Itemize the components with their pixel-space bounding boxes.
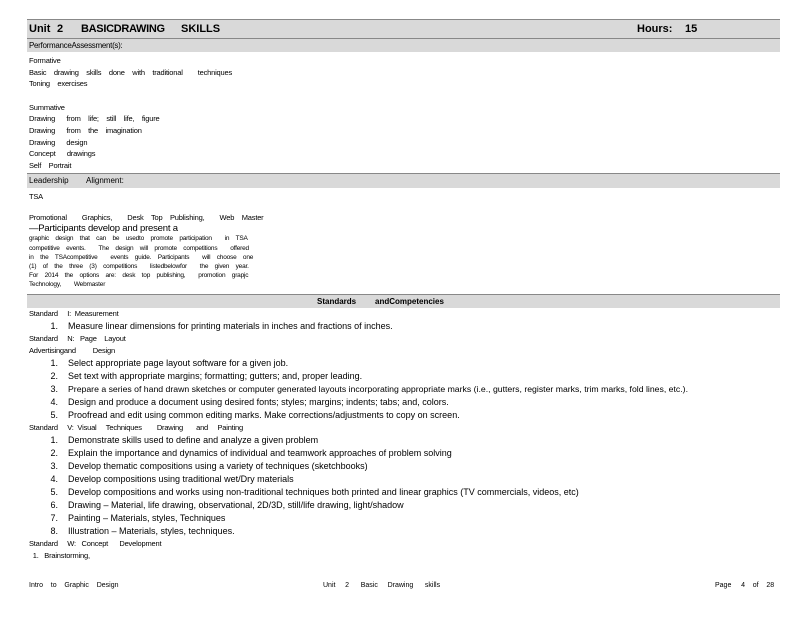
item-number: 8. — [50, 525, 58, 536]
list-item — [27, 499, 780, 512]
item-number: 1. — [50, 320, 58, 331]
formative-block — [27, 52, 780, 90]
footer-course: Intro to Graphic Design — [29, 582, 119, 589]
leadership-block — [27, 188, 780, 289]
leadership-line: graphic design that can be usedto promote participation in TSA — [29, 235, 248, 243]
leadership-line: Technology, Webmaster — [29, 281, 106, 289]
item-number: 6. — [50, 499, 58, 510]
alignment-label: Alignment: — [86, 176, 124, 186]
item-text: Measure linear dimensions for printing materials in inches and fractions of inches. — [68, 320, 393, 331]
item-text: Develop compositions using traditional wet/Dry materials — [68, 473, 294, 484]
summative-item: Drawing from life; still life, figure — [29, 114, 160, 124]
standard-heading: Standard V: Visual Techniques Drawing and Painting — [29, 422, 243, 432]
leadership-line: in the TSAcompetitive events guide. Participants will choose one — [29, 253, 254, 261]
item-number: 5. — [50, 409, 58, 420]
page-content — [27, 19, 780, 562]
item-number: 4. — [50, 473, 58, 484]
formative-item: Toning exercises — [29, 79, 88, 89]
leadership-line: (1) of the three (3) competitions listedbelowfor the given year. — [29, 262, 249, 270]
formative-item: Basic drawing skills done with traditional techniques — [29, 67, 233, 77]
item-number: 3. — [50, 460, 58, 471]
item-number: 4. — [50, 396, 58, 407]
item-number: 7. — [50, 512, 58, 523]
page-footer — [27, 582, 780, 592]
item-text: Develop compositions and works using non-traditional techniques both printed and linear graphics (TV commercials, videos, etc) — [68, 486, 579, 497]
list-item — [27, 396, 780, 409]
item-number: 5. — [50, 486, 58, 497]
item-text: Painting – Materials, styles, Techniques — [68, 512, 226, 523]
footer-unit: Unit 2 Basic Drawing skills — [323, 582, 441, 589]
item-text: Explain the importance and dynamics of individual and teamwork approaches of problem solving — [68, 447, 452, 458]
competencies-label: andCompetencies — [375, 296, 444, 306]
list-item — [27, 434, 780, 447]
unit-skills: SKILLS — [181, 23, 221, 35]
item-text: Demonstrate skills used to define and analyze a given problem — [68, 434, 319, 445]
leadership-line: Promotional Graphics, Desk Top Publishing, Web Master — [29, 212, 264, 222]
item-text: Develop thematic compositions using a variety of techniques (sketchbooks) — [68, 460, 368, 471]
leadership-label: Leadership — [29, 176, 69, 186]
standard-subheading: Advertisingand Design — [29, 345, 115, 355]
list-item — [27, 447, 780, 460]
standard-heading: Standard I: Measurement — [29, 308, 119, 318]
hours-value: 15 — [685, 23, 698, 35]
list-item — [27, 473, 780, 486]
list-item — [27, 512, 780, 525]
unit-title: BASICDRAWING — [81, 23, 165, 35]
summative-item: Drawing design — [29, 137, 88, 147]
unit-header-bar — [27, 19, 780, 38]
unit-label: Unit — [29, 23, 51, 35]
summative-block — [27, 90, 780, 172]
leadership-line: competitive events. The design will promote competitions offered — [29, 244, 249, 252]
standards-label: Standards — [317, 296, 357, 306]
list-item — [27, 525, 780, 538]
leadership-line: For 2014 the options are: desk top publishing, promotion grapjc — [29, 272, 249, 280]
item-text: Select appropriate page layout software for a given job. — [68, 357, 289, 368]
item-number: 3. — [50, 383, 58, 394]
item-text: Drawing – Material, life drawing, observational, 2D/3D, still/life drawing, light/shadow — [68, 499, 404, 510]
item-text: Illustration – Materials, styles, techniques. — [68, 525, 235, 536]
leadership-bar — [27, 173, 780, 188]
formative-title: Formative — [29, 56, 61, 65]
org-name: TSA — [29, 192, 43, 202]
list-item — [27, 460, 780, 473]
summative-item: Self Portrait — [29, 160, 72, 170]
performance-assessment-bar: PerformanceAssessment(s): — [27, 38, 780, 52]
leadership-line: —Participants develop and present a — [29, 223, 178, 235]
standards-list — [27, 308, 780, 562]
list-item — [27, 409, 780, 422]
summative-item: Concept drawings — [29, 149, 96, 159]
item-number: 2. — [50, 447, 58, 458]
item-number: 1. — [50, 357, 58, 368]
standards-bar — [27, 294, 780, 308]
list-item — [27, 357, 780, 370]
standard-heading: Standard N: Page Layout — [29, 333, 126, 343]
unit-number: 2 — [57, 23, 64, 35]
item-text: Set text with appropriate margins; formatting; gutters; and, proper leading. — [68, 370, 363, 381]
item-text: Prepare a series of hand drawn sketches or computer generated layouts incorporating appropriate marks (i.e., gutters, register marks, trim marks, fold lines, etc.). — [68, 383, 688, 394]
summative-item: Drawing from the imagination — [29, 125, 142, 135]
standard-heading: Standard W: Concept Development — [29, 538, 162, 548]
list-item — [27, 383, 780, 396]
item-text: Design and produce a document using desired fonts; styles; margins; indents; tabs; and, colors. — [68, 396, 449, 407]
item-text: Proofread and edit using common editing marks. Make corrections/adjustments to copy on screen. — [68, 409, 460, 420]
item-number: 2. — [50, 370, 58, 381]
summative-title: Summative — [29, 102, 65, 112]
list-item — [27, 320, 780, 333]
standard-item: 1. Brainstorming, — [29, 550, 90, 560]
footer-page-number: Page 4 of 28 — [715, 582, 775, 589]
list-item — [27, 370, 780, 383]
hours-label: Hours: — [637, 23, 673, 35]
list-item — [27, 486, 780, 499]
item-number: 1. — [50, 434, 58, 445]
